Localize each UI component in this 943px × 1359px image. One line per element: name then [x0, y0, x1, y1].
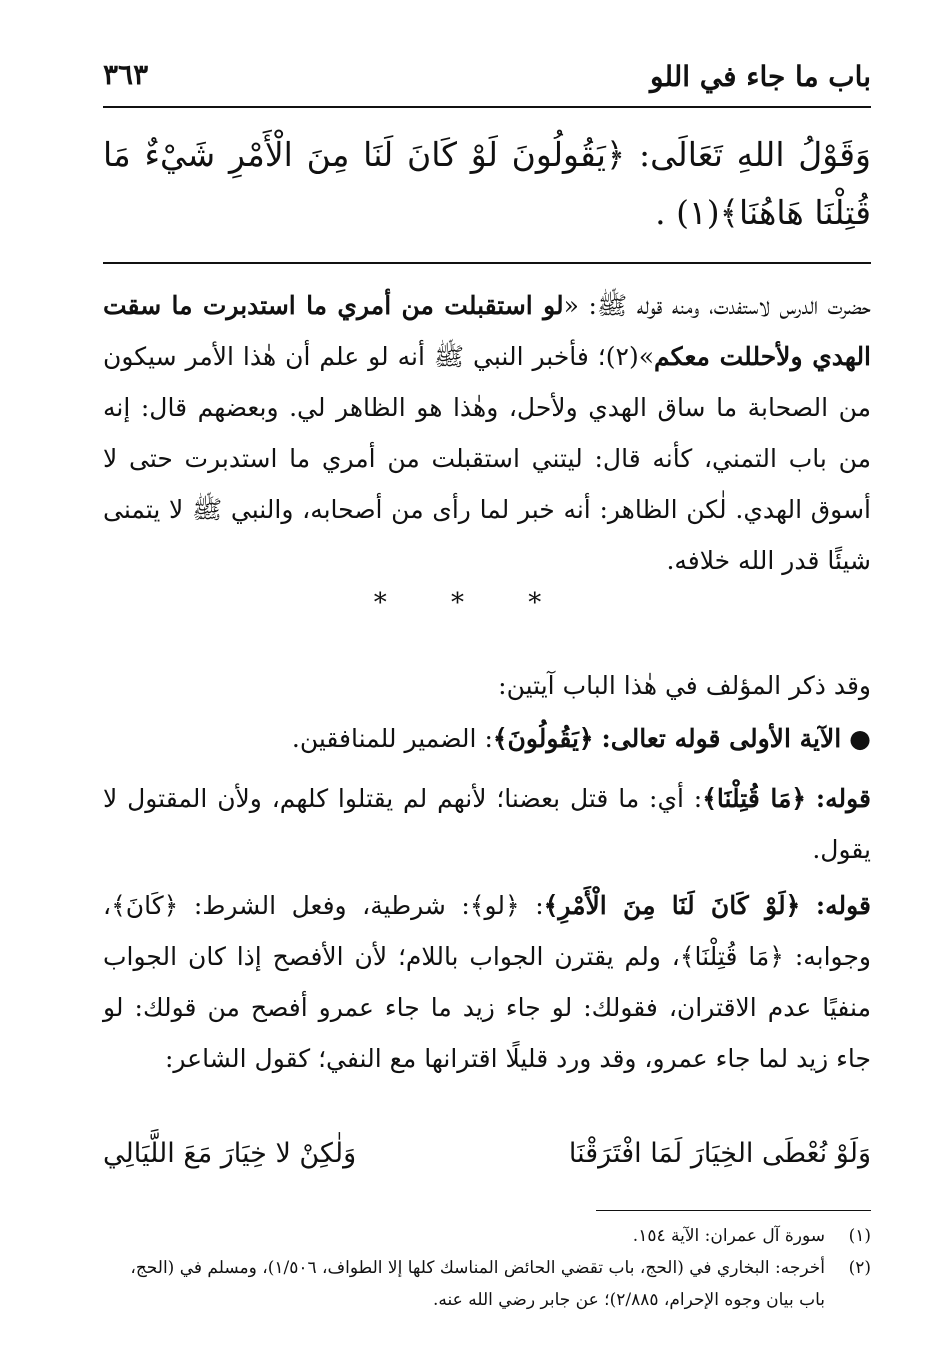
first-ayah-label: الآية الأولى قوله تعالى:: [601, 724, 842, 753]
paragraph-text-after: »(٢)؛ فأخبر النبي ﷺ أنه لو علم أن هٰذا الأمر سيكون من الصحابة ما ساق الهدي ولأحل، وهٰذا هو الظاهر لي. وبعضهم قال: إنه من باب التمني، كأنه قال: ليتني استقبلت من أمري ما استدبرت حتى لا أسوق الهدي. لٰكن الظاهر: أنه خبر لما رأى من أصحابه، والنبي ﷺ لا يتمنى شيئًا قدر الله خلافه.: [103, 342, 871, 575]
paragraph-text-before: حضرت الدرس لاستفدت، ومنه قوله ﷺ: «: [563, 291, 871, 320]
bullet-icon: ●: [849, 724, 871, 753]
commentary-quote: ﴿مَا قُتِلْنَا﴾: [702, 784, 807, 813]
footnotes: [103, 1220, 871, 1316]
commentary-law-kana: [103, 880, 871, 1084]
first-ayah-entry: [103, 713, 871, 764]
running-title: باب ما جاء في اللو: [650, 60, 871, 93]
quran-verse: وَقَوْلُ اللهِ تَعَالَى: ﴿يَقُولُونَ لَوْ كَانَ لَنَا مِنَ الْأَمْرِ شَيْءٌ مَا قُتِلْنَا هَاهُنَا﴾(١) .: [103, 135, 871, 232]
commentary-text: : ﴿لو﴾: شرطية، وفعل الشرط: ﴿كَانَ﴾، وجوابه: ﴿مَا قُتِلْنَا﴾، ولم يقترن الجواب باللام؛ لأن الأفصح إذا كان الجواب منفيًا عدم الاقتران، فقولك: لو جاء زيد ما جاء عمرو أفصح من قولك: لو جاء زيد لما جاء عمرو، وقد ورد قليلًا اقترانها مع النفي؛ كقول الشاعر:: [103, 891, 871, 1073]
section-separator: * * *: [373, 588, 570, 618]
footnote-item: [103, 1252, 871, 1316]
hadith-quote: لو استقبلت من أمري ما استدبرت ما سقت الهدي ولأحللت معكم: [103, 291, 872, 371]
commentary-label: قوله:: [815, 784, 871, 813]
commentary-ma-qutilna: [103, 773, 871, 875]
footnote-text: أخرجه: البخاري في (الحج، باب تقضي الحائض المناسك كلها إلا الطواف، ١/٥٠٦)، ومسلم في (الحج، باب بيان وجوه الإحرام، ٢/٨٨٥)؛ عن جابر رضي الله عنه.: [130, 1258, 825, 1310]
page-number: ٣٦٣: [103, 58, 149, 91]
commentary-quote: ﴿لَوْ كَانَ لَنَا مِنَ الْأَمْرِ﴾: [543, 891, 801, 920]
footnote-text: سورة آل عمران: الآية ١٥٤.: [632, 1226, 825, 1246]
footnote-number: (٢): [848, 1258, 871, 1278]
poem-first-hemistich: وَلَوْ نُعْطَى الخِيَارَ لَمَا افْتَرَقْنَا: [568, 1138, 871, 1169]
commentary-label: قوله:: [815, 891, 871, 920]
poem-second-hemistich: وَلٰكِنْ لا خِيَارَ مَعَ اللَّيَالِي: [103, 1138, 357, 1169]
commentary-text: : أي: ما قتل بعضنا؛ لأنهم لم يقتلوا كلهم، ولأن المقتول لا يقول.: [103, 784, 871, 864]
verse-divider: [103, 262, 871, 264]
footnote-divider: [596, 1210, 871, 1211]
first-ayah-quote: ﴿يَقُولُونَ﴾: [492, 724, 594, 753]
footnote-item: [103, 1220, 871, 1252]
chapter-intro: وقد ذكر المؤلف في هٰذا الباب آيتين:: [498, 671, 871, 700]
page-header: [103, 58, 871, 108]
paragraph-hadith: [103, 280, 871, 586]
poem-verse: [103, 1138, 871, 1198]
first-ayah-comment: : الضمير للمنافقين.: [291, 724, 493, 753]
footnote-number: (١): [848, 1226, 871, 1246]
